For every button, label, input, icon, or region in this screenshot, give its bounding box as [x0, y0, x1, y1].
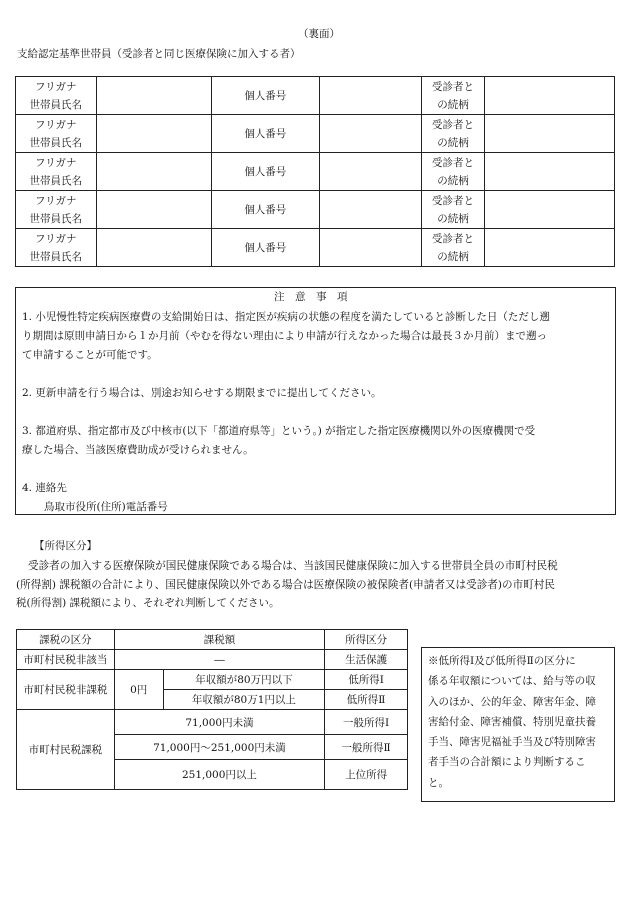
mynumber-label: 個人番号: [211, 191, 319, 229]
note-contact: 鳥取市役所(住所)電話番号: [44, 501, 168, 513]
note-item-1-line-1: 1. 小児慢性特定疾病医療費の支給開始日は、指定医が疾病の状態の程度を満たしていると診断した日（ただし遡: [22, 311, 550, 323]
amount-cell: ―: [114, 650, 324, 670]
table-row: [17, 650, 408, 670]
table-row: [16, 115, 615, 153]
note-item-1-line-2: り期間は原則申請日から１か月前（やむを得ない理由により申請が行えなかった場合は最長３か月前）まで遡っ: [22, 330, 547, 342]
class-cell: 市町村民税非課税: [17, 670, 115, 710]
income-para-line-3: 税(所得割) 課税額により、それぞれ判断してください。: [16, 597, 280, 609]
sub-condition-cell: 年収額が80万円以下: [163, 670, 325, 690]
income-para-line-2: (所得割) 課税額の合計により、国民健康保険以外である場合は医療保険の被保険者(申請者又は受診者)の市町村民: [16, 579, 555, 591]
notes-title: 注 意 事 項: [274, 291, 348, 303]
member-name-input[interactable]: [96, 77, 211, 115]
relation-label-cell: 受診者と の続柄: [422, 229, 485, 267]
header-amount: 課税額: [114, 630, 324, 650]
member-name-input[interactable]: [96, 115, 211, 153]
relation-input[interactable]: [484, 191, 614, 229]
page-side-label: （裏面）: [298, 28, 340, 40]
table-row: [16, 191, 615, 229]
table-row: [17, 670, 408, 690]
member-name-input[interactable]: [96, 153, 211, 191]
side-note-line-7: と。: [428, 776, 449, 789]
side-note-box: [421, 647, 615, 802]
name-label-cell: フリガナ 世帯員氏名: [16, 229, 97, 267]
table-row: [16, 77, 615, 115]
amount-cell: 71,000円～251,000円未満: [114, 735, 324, 760]
table-row: [17, 710, 408, 735]
amount-cell: 0円: [114, 670, 163, 710]
relation-input[interactable]: [484, 229, 614, 267]
class-cell: 市町村民税非該当: [17, 650, 115, 670]
side-note-line-3: 入のほか、公的年金、障害年金、障: [428, 695, 596, 708]
income-cell: 一般所得Ⅰ: [325, 710, 408, 735]
income-cell: 生活保護: [325, 650, 408, 670]
side-note-line-5: 手当、障害児福祉手当及び特別障害: [428, 736, 596, 749]
header-class: 課税の区分: [17, 630, 115, 650]
relation-input[interactable]: [484, 77, 614, 115]
mynumber-label: 個人番号: [211, 115, 319, 153]
relation-label-cell: 受診者と の続柄: [422, 115, 485, 153]
mynumber-input[interactable]: [319, 153, 421, 191]
name-label-cell: フリガナ 世帯員氏名: [16, 153, 97, 191]
class-cell: 市町村民税課税: [17, 710, 115, 790]
mynumber-input[interactable]: [319, 191, 421, 229]
relation-label-cell: 受診者と の続柄: [422, 77, 485, 115]
note-item-4: 4. 連絡先: [22, 482, 67, 494]
side-note-line-2: 係る年収額については、給与等の収: [428, 675, 596, 688]
name-label-cell: フリガナ 世帯員氏名: [16, 191, 97, 229]
income-cell: 一般所得Ⅱ: [325, 735, 408, 760]
side-note-line-4: 害給付金、障害補償、特別児童扶養: [428, 715, 596, 728]
notes-box: [15, 287, 616, 515]
household-table: [15, 76, 615, 267]
household-caption: 支給認定基準世帯員（受診者と同じ医療保険に加入する者）: [17, 48, 301, 60]
side-note-line-1: ※低所得Ⅰ及び低所得Ⅱの区分に: [428, 655, 576, 667]
table-row: [17, 630, 408, 650]
header-income: 所得区分: [325, 630, 408, 650]
member-name-input[interactable]: [96, 191, 211, 229]
income-cell: 低所得Ⅱ: [325, 690, 408, 710]
amount-cell: 251,000円以上: [114, 760, 324, 790]
mynumber-label: 個人番号: [211, 153, 319, 191]
note-item-2: 2. 更新申請を行う場合は、別途お知らせする期限までに提出してください。: [22, 387, 382, 399]
mynumber-input[interactable]: [319, 115, 421, 153]
income-heading: 【所得区分】: [34, 540, 97, 552]
mynumber-label: 個人番号: [211, 77, 319, 115]
table-row: [16, 153, 615, 191]
note-item-1-line-3: て申請することが可能です。: [22, 349, 158, 361]
mynumber-input[interactable]: [319, 229, 421, 267]
side-note-line-6: 者手当の合計額により判断するこ: [428, 756, 586, 769]
relation-label-cell: 受診者と の続柄: [422, 153, 485, 191]
relation-input[interactable]: [484, 153, 614, 191]
mynumber-label: 個人番号: [211, 229, 319, 267]
mynumber-input[interactable]: [319, 77, 421, 115]
name-label-cell: フリガナ 世帯員氏名: [16, 115, 97, 153]
name-label-cell: フリガナ 世帯員氏名: [16, 77, 97, 115]
member-name-input[interactable]: [96, 229, 211, 267]
note-item-3-line-1: 3. 都道府県、指定都市及び中核市(以下「都道府県等」という。) が指定した指定医療機関以外の医療機関で受: [22, 425, 536, 437]
note-item-3-line-2: 療した場合、当該医療費助成が受けられません。: [22, 444, 254, 456]
income-cell: 上位所得: [325, 760, 408, 790]
income-cell: 低所得Ⅰ: [325, 670, 408, 690]
income-para-line-1: 受診者の加入する医療保険が国民健康保険である場合は、当該国民健康保険に加入する世帯員全員の市町村民税: [28, 560, 558, 572]
table-row: [16, 229, 615, 267]
sub-condition-cell: 年収額が80万1円以上: [163, 690, 325, 710]
relation-input[interactable]: [484, 115, 614, 153]
tax-table: [16, 629, 408, 790]
relation-label-cell: 受診者と の続柄: [422, 191, 485, 229]
amount-cell: 71,000円未満: [114, 710, 324, 735]
